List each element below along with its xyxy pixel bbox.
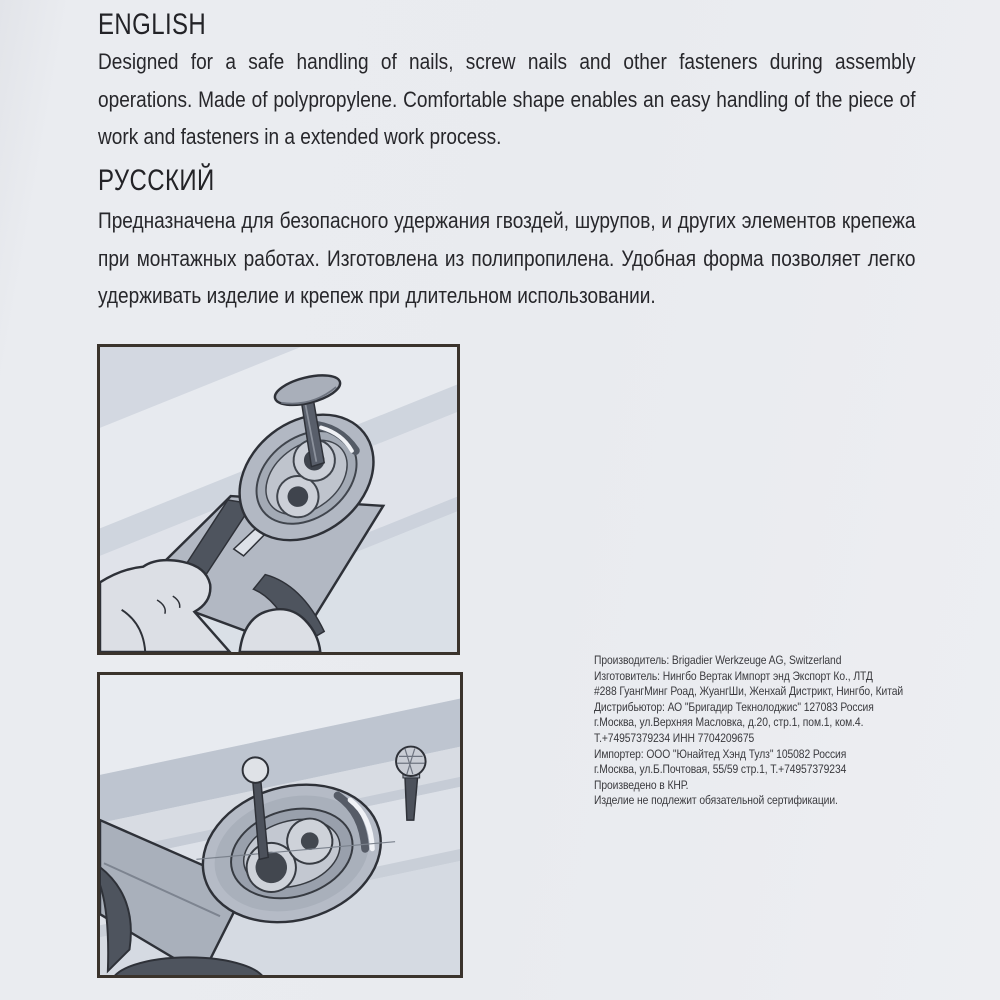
maker-address-line: #288 ГуангМинг Роад, ЖуангШи, Женхай Дистрикт, Нингбо, Китай [594,684,904,699]
distributor-line: Дистрибьютор: АО "Бригадир Текнолоджис" 127083 Россия [594,699,874,714]
nail-head [243,757,269,782]
importer-line: Импортер: ООО "Юнайтед Хэнд Тулз" 105082 Россия [594,746,847,761]
phone-inn-line: Т.+74957379234 ИНН 7704209675 [594,730,755,745]
illustration-nail-holder-in-use [97,344,460,655]
russian-section-heading: РУССКИЙ [98,164,215,197]
manufacturer-line: Производитель: Brigadier Werkzeuge AG, Switzerland [594,653,842,667]
distributor-address-line: г.Москва, ул.Верхняя Масловка, д.20, стр.1, пом.1, ком.4. [594,715,864,730]
nail-holder-closeup-drawing [100,675,460,975]
english-section-heading: ENGLISH [98,8,207,41]
illustration-nail-holder-closeup [97,672,463,978]
nail-holder-in-hand-drawing [100,347,457,652]
maker-line: Изготовитель: Нингбо Вертак Импорт энд Экспорт Ко., ЛТД [594,668,873,683]
importer-address-line: г.Москва, ул.Б.Почтовая, 55/59 стр.1, Т.+74957379234 [594,762,847,777]
certification-line: Изделие не подлежит обязательной сертификации. [594,793,838,808]
russian-description: Предназначена для безопасного удержания гвоздей, шурупов, и других элементов крепежа при монтажных работах. Изготовлена из полипропилена. Удобная форма позволяет легко удерживать изделие и крепеж при длительном использовании. [98,208,916,308]
made-in-line: Произведено в КНР. [594,777,689,792]
english-description: Designed for a safe handling of nails, screw nails and other fasteners during assembly operations. Made of polypropylene. Comfortable shape enables an easy handling of the piece of work and fasteners in a extended work process. [98,49,916,149]
manufacturer-info-block [594,653,955,809]
